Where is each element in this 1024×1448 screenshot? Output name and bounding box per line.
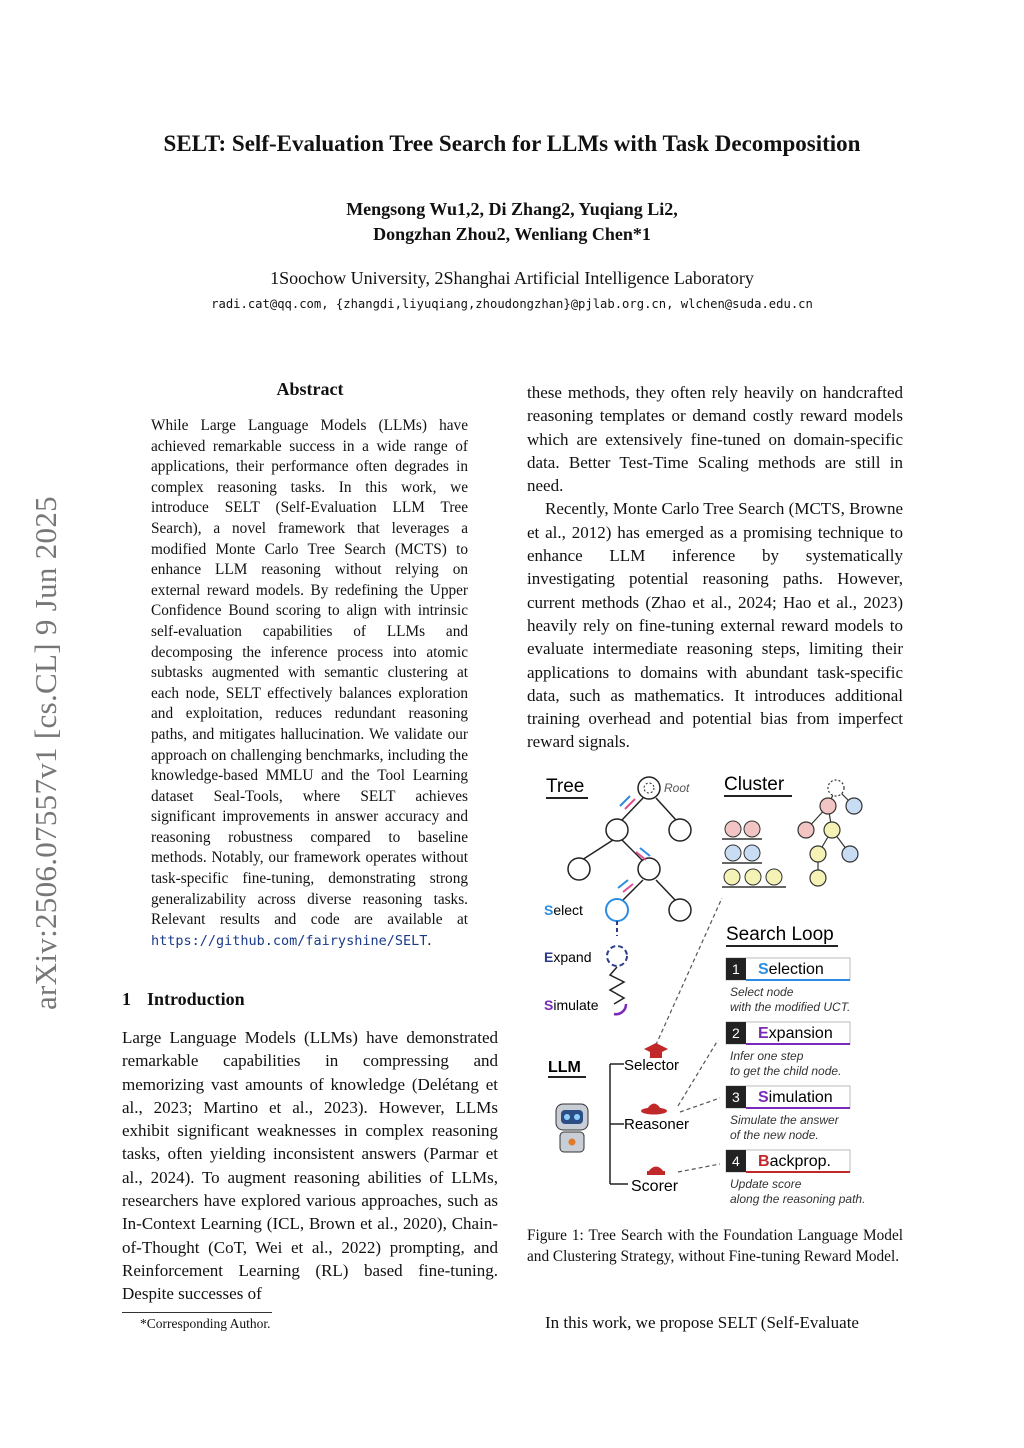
reasoner-label: Reasoner <box>624 1116 690 1133</box>
cluster-arrow <box>650 898 722 1058</box>
step-name: Selection <box>758 961 824 978</box>
role-arrows <box>678 1040 720 1172</box>
section-title: Introduction <box>147 989 245 1009</box>
step-number: 4 <box>732 1153 740 1169</box>
abstract-text: While Large Language Models (LLMs) have achieved remarkable success in a wide range of applications, their performance often degrades in complex reasoning tasks. In this work, we introduce SELT (Self-Evaluation LLM Tree Search), a novel framework that leverages a modified Monte Carlo Tree Search (MCTS) to enhance LLM reasoning without relying on external reward models. By redefining the Upper Confidence Bound scoring to align with intrinsic self-evaluation capabilities of LLMs and decomposing the inference process into atomic subtasks augmented with semantic clustering at each node, SELT effectively balances exploration and exploitation, reduces redundant reasoning paths, and mitigates hallucination. We validate our approach on challenging benchmarks, including the knowledge-based MMLU and the Tool Learning dataset Seal-Tools, where SELT achieves significant improvements in answer accuracy and reasoning robustness compared to baseline methods. Notably, our framework operates without task-specific fine-tuning, demonstrating strong generalizability across diverse reasoning tasks. Relevant results and code are available at <box>151 417 468 929</box>
arxiv-sidebar: arXiv:2506.07557v1 [cs.CL] 9 Jun 2025 <box>28 496 63 1010</box>
tree-node <box>669 819 691 841</box>
step-description: Simulate the answer <box>730 1113 839 1127</box>
cluster-label: Cluster <box>724 774 785 795</box>
emails: radi.cat@qq.com, {zhangdi,liyuqiang,zhoudongzhan}@pjlab.org.cn, wlchen@suda.edu.cn <box>211 297 813 311</box>
authors-line-2-text: Dongzhan Zhou2, Wenliang Chen*1 <box>373 224 651 244</box>
search-loop-label: Search Loop <box>726 924 834 945</box>
scorer-hat-icon-brim <box>647 1171 665 1175</box>
scorer-label: Scorer <box>631 1178 679 1195</box>
step-number: 1 <box>732 961 740 977</box>
search-step <box>726 1150 865 1206</box>
tree-node <box>568 858 590 880</box>
authors-line-1 <box>0 197 1024 222</box>
paper-title: SELT: Self-Evaluation Tree Search for LLMs with Task Decomposition <box>163 131 861 156</box>
step-description: along the reasoning path. <box>730 1192 866 1206</box>
step-name: Simulation <box>758 1089 833 1106</box>
search-loop-steps <box>726 958 865 1206</box>
tree-label: Tree <box>546 776 585 797</box>
intro-text: Large Language Models (LLMs) have demonstrated remarkable capabilities in compressing and memorizing vast amounts of knowledge (Delétang et al., 2023; Martino et al., 2023). However, LLMs exhibit significant weaknesses in complex reasoning tasks, often yielding inconsistent answers (Parmar et al., 2024). To augment reasoning abilities of LLMs, researchers have explored various approaches, such as In-Context Learning (ICL, Brown et al., 2020), Chain-of-Thought (CoT, Wei et al., 2022) prompting, and Reinforcement Learning (RL) based fine-tuning. Despite successes of <box>122 1028 498 1304</box>
robot-icon <box>556 1104 588 1152</box>
root-node <box>638 777 660 799</box>
abstract-end: . <box>427 931 432 949</box>
selector-label: Selector <box>624 1057 680 1074</box>
simulate-path <box>610 967 624 1004</box>
step-description: with the modified UCT. <box>730 1000 851 1014</box>
simulated-node <box>614 1004 626 1014</box>
authors <box>0 197 1024 247</box>
step-description: to get the child node. <box>730 1064 842 1078</box>
expand-label: Expand <box>544 949 592 965</box>
code-link[interactable]: https://github.com/fairyshine/SELT <box>151 932 428 949</box>
reasoner-hat-icon-top <box>646 1104 662 1112</box>
footnote-rule <box>122 1312 272 1313</box>
tree-edges <box>582 798 676 901</box>
right-paragraph-1: these methods, they often rely heavily on handcrafted reasoning templates or demand costly reward models which are extensively fine-tuned on domain-specific data. Better Test-Time Scaling methods are still in need. <box>527 383 903 496</box>
step-name: Expansion <box>758 1025 833 1042</box>
step-number: 2 <box>732 1025 740 1041</box>
authors-line-1-text: Mengsong Wu1,2, Di Zhang2, Yuqiang Li2, <box>346 199 678 219</box>
section-number: 1 <box>122 989 131 1009</box>
cluster-groups <box>722 821 786 887</box>
search-step <box>726 1086 850 1142</box>
abstract-heading: Abstract <box>276 379 344 399</box>
search-step <box>726 1022 850 1078</box>
search-step <box>726 958 850 1014</box>
figure-1 <box>530 768 910 1218</box>
step-description: Infer one step <box>730 1049 804 1063</box>
affiliations: 1Soochow University, 2Shanghai Artificial Intelligence Laboratory <box>270 268 754 288</box>
tree-node <box>638 858 660 880</box>
expanded-node <box>607 946 627 966</box>
right-paragraph-2: Recently, Monte Carlo Tree Search (MCTS, Browne et al., 2012) has emerged as a promising technique to enhance LLM inference by systematically investigating potential reasoning paths. However, current methods (Zhao et al., 2024; Hao et al., 2023) heavily rely on fine-tuning external reward models to evaluate intermediate reasoning steps, limiting their applications to domains with abundant task-specific data, such as mathematics. It introduces additional training overhead and potential bias from imperfect reward signals. <box>527 499 903 752</box>
step-description: of the new node. <box>730 1128 819 1142</box>
last-line: In this work, we propose SELT (Self-Evaluate <box>545 1313 859 1332</box>
select-label: Select <box>544 902 583 918</box>
cluster-tree <box>798 780 862 886</box>
intro-paragraph <box>122 1026 498 1306</box>
tree-node <box>669 899 691 921</box>
step-description: Update score <box>730 1177 802 1191</box>
section-heading <box>122 989 245 1010</box>
figure-caption: Figure 1: Tree Search with the Foundation Language Model and Clustering Strategy, without Fine-tuning Reward Model. <box>527 1227 903 1265</box>
authors-line-2 <box>0 222 1024 247</box>
footnote: *Corresponding Author. <box>140 1316 271 1331</box>
step-name: Backprop. <box>758 1153 831 1170</box>
simulate-label: Simulate <box>544 997 599 1013</box>
tree-node <box>606 819 628 841</box>
step-description: Select node <box>730 985 794 999</box>
llm-label: LLM <box>548 1059 581 1076</box>
step-number: 3 <box>732 1089 740 1105</box>
right-column-text <box>527 381 903 754</box>
selected-node <box>606 899 628 921</box>
root-label: Root <box>664 781 690 795</box>
abstract-body <box>151 416 468 951</box>
